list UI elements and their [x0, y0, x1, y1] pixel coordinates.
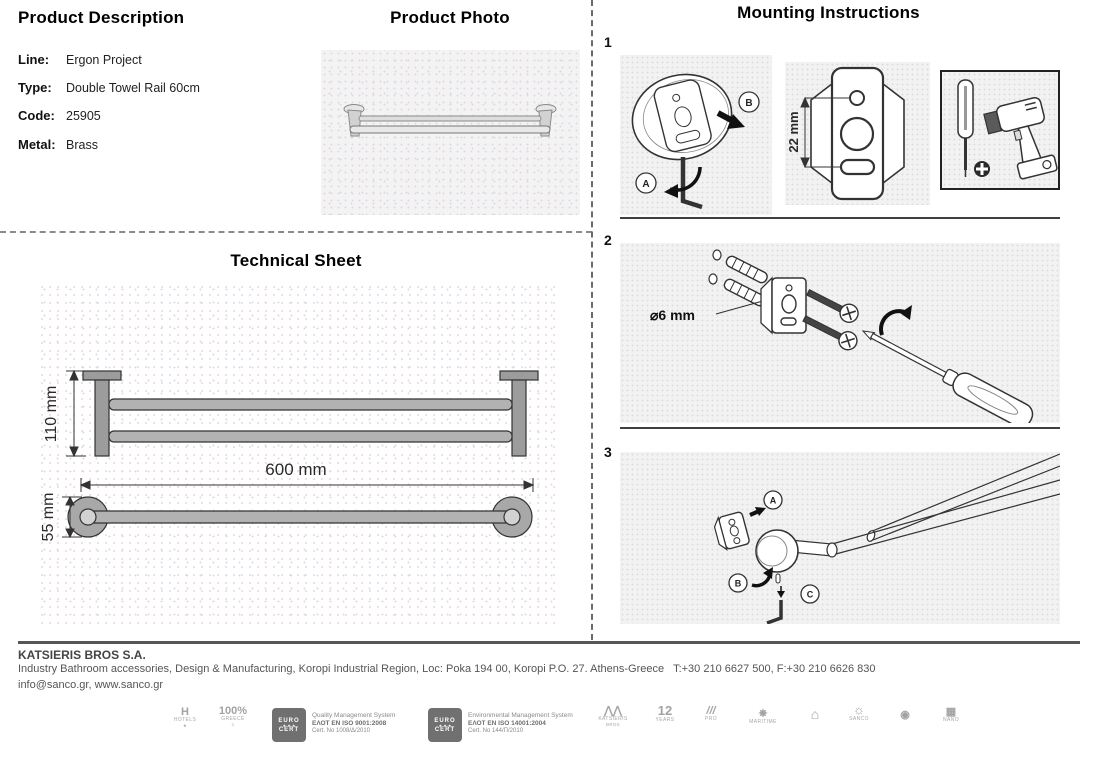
badge-line2: CERT: [278, 726, 300, 733]
pro-label: PRO: [704, 716, 718, 723]
hex-key-icon: [767, 586, 785, 623]
arrow-to-a: [750, 507, 766, 516]
screw-icons: [800, 284, 861, 352]
step-1-panel-tools: [940, 70, 1060, 190]
cert-standard: ΕΛΟΤ EN ISO 14001:2004: [468, 720, 546, 728]
sanco-sun-icon: ☼: [853, 702, 865, 717]
greece-100-logo: [214, 705, 252, 728]
footer-company-name: KATSIERIS BROS S.A.: [18, 648, 146, 662]
dim-label-600mm: 600 mm: [265, 460, 327, 479]
years-12-label: YEARS: [655, 717, 675, 724]
screwdriver-icon: [857, 320, 1036, 423]
step-2-divider: [620, 427, 1060, 429]
top-view-drawing: [68, 497, 532, 537]
field-label-line: Line:: [18, 52, 50, 67]
dimension-110mm: [66, 371, 86, 456]
horizontal-divider: [0, 231, 592, 233]
field-value-line: Ergon Project: [66, 53, 142, 67]
badge-line2: CERT: [434, 726, 456, 733]
greece-100-label: GREECE: [221, 716, 245, 723]
product-description-title: Product Description: [18, 8, 185, 27]
field-value-metal: Brass: [66, 138, 98, 152]
house-logo: [800, 707, 830, 722]
step-3-panel: [620, 452, 1060, 624]
wall-bracket-icon: [761, 278, 806, 333]
drill-icon: [983, 96, 1058, 184]
step-1-panel-base: [620, 55, 772, 215]
nano-icon: ▦: [945, 706, 957, 718]
badge-stars: ★ ★ ★: [282, 722, 296, 728]
technical-sheet-title: Technical Sheet: [230, 251, 362, 270]
sanco-label: SANCO: [849, 716, 869, 723]
quality-cert-text: [312, 712, 395, 736]
technical-drawing-svg: [38, 283, 555, 625]
step-2-panel: [620, 243, 1060, 423]
product-photo-image: [321, 50, 580, 215]
tools-diagram: [942, 72, 1058, 188]
eco-icon: ◉: [900, 709, 910, 721]
wall-base-diagram: [620, 55, 772, 215]
anchor-screws-diagram: [620, 243, 1060, 423]
step-1-number: 1: [604, 34, 612, 50]
years-12-icon: 12: [657, 703, 673, 718]
wall-flange-icon: [756, 530, 798, 572]
rail-tubes: [790, 454, 1060, 557]
footer-divider-bar: [18, 641, 1080, 644]
katsieris-icon: ⋀⋀: [603, 705, 623, 717]
katsieris-label: KATSIERIS: [598, 716, 628, 723]
footer-contact[interactable]: info@sanco.gr, www.sanco.gr: [18, 679, 164, 691]
rotation-arrow: [881, 305, 912, 335]
hotels-sub: ★: [182, 722, 188, 728]
mini-bracket-icon: [712, 511, 750, 551]
step-3-label-c: C: [806, 589, 814, 600]
field-value-type: Double Towel Rail 60cm: [66, 81, 200, 95]
mounting-instructions-title: Mounting Instructions: [737, 3, 920, 22]
step-1-divider: [620, 217, 1060, 219]
rail-mounting-diagram: [620, 452, 1060, 624]
badge-stars: ★ ★ ★: [438, 722, 452, 728]
cert-number: Cert. No 144/Π/2010: [468, 728, 524, 735]
step-2-number: 2: [604, 232, 612, 248]
vertical-divider: [591, 0, 593, 640]
step-3-label-a: A: [769, 495, 777, 506]
badge-line1: EURO: [434, 717, 456, 724]
pro-icon: ///: [706, 705, 716, 717]
nano-label: NANO: [942, 717, 960, 724]
dimension-600mm: [81, 478, 533, 492]
field-value-code: 25905: [66, 109, 101, 123]
step-1-label-a: A: [642, 179, 650, 190]
katsieris-sub: BROS: [606, 721, 620, 727]
pro-logo: [696, 705, 726, 723]
badge-line1: EURO: [278, 717, 300, 724]
cert-standard: ΕΛΟΤ EN ISO 9001:2008: [312, 720, 387, 728]
technical-drawing: [38, 283, 555, 625]
field-label-code: Code:: [18, 108, 55, 123]
hotels-logo: [168, 706, 202, 729]
field-label-type: Type:: [18, 80, 52, 95]
step-3-label-b: B: [734, 578, 742, 589]
product-photo-title: Product Photo: [390, 8, 510, 27]
step-1-panel-plate: [785, 62, 930, 205]
phillips-cross-icon: [974, 161, 990, 177]
dim-label-110mm: 110 mm: [43, 385, 60, 443]
maritime-label: MARITIME: [749, 719, 777, 726]
years-12-logo: [648, 704, 682, 724]
katsieris-logo: [592, 705, 634, 728]
eurocert-quality-badge: [272, 708, 306, 742]
set-screw-icon: [776, 574, 780, 583]
dim-label-22mm: 22 mm: [786, 111, 801, 153]
side-view-drawing: [83, 371, 538, 456]
house-icon: ⌂: [810, 706, 820, 722]
field-label-metal: Metal:: [18, 137, 56, 152]
footer-address: Industry Bathroom accessories, Design & Manufacturing, Koropi Industrial Region, Loc: Poka 194 00, Koropi P.O. 27. Athens-Greece T:+30 210 6627 500, F:+30 210 6626 830: [18, 663, 876, 675]
eco-logo: [892, 709, 918, 721]
wall-anchor-icons: [709, 250, 769, 307]
cert-number: Cert. No 1008/Δ/2010: [312, 728, 371, 735]
nano-logo: [932, 706, 970, 724]
dim-label-55mm: 55 mm: [40, 492, 57, 542]
step-3-number: 3: [604, 444, 612, 460]
eurocert-environmental-badge: [428, 708, 462, 742]
greece-100-icon: 100%: [218, 705, 248, 717]
hotels-label: HOTELS: [173, 717, 197, 724]
maritime-logo: [740, 708, 786, 726]
hotels-icon: H: [181, 706, 189, 718]
maritime-icon: ✵: [758, 708, 768, 720]
towel-rail-photo-drawing: [321, 50, 580, 215]
environmental-cert-text: [468, 712, 573, 736]
curved-arrow-b: [752, 567, 773, 586]
cert-system: Quality Management System: [312, 712, 396, 719]
wall-plate-diagram: [785, 62, 930, 205]
greece-100-sub: ≡: [231, 721, 235, 727]
cert-system: Environmental Management System: [468, 712, 573, 719]
hex-key-icon: [664, 157, 702, 207]
dim-label-6mm: ⌀6 mm: [650, 307, 696, 323]
sanco-sun-logo: [842, 703, 876, 723]
step-1-label-b: B: [745, 98, 753, 109]
screwdriver-icon: [958, 80, 973, 177]
